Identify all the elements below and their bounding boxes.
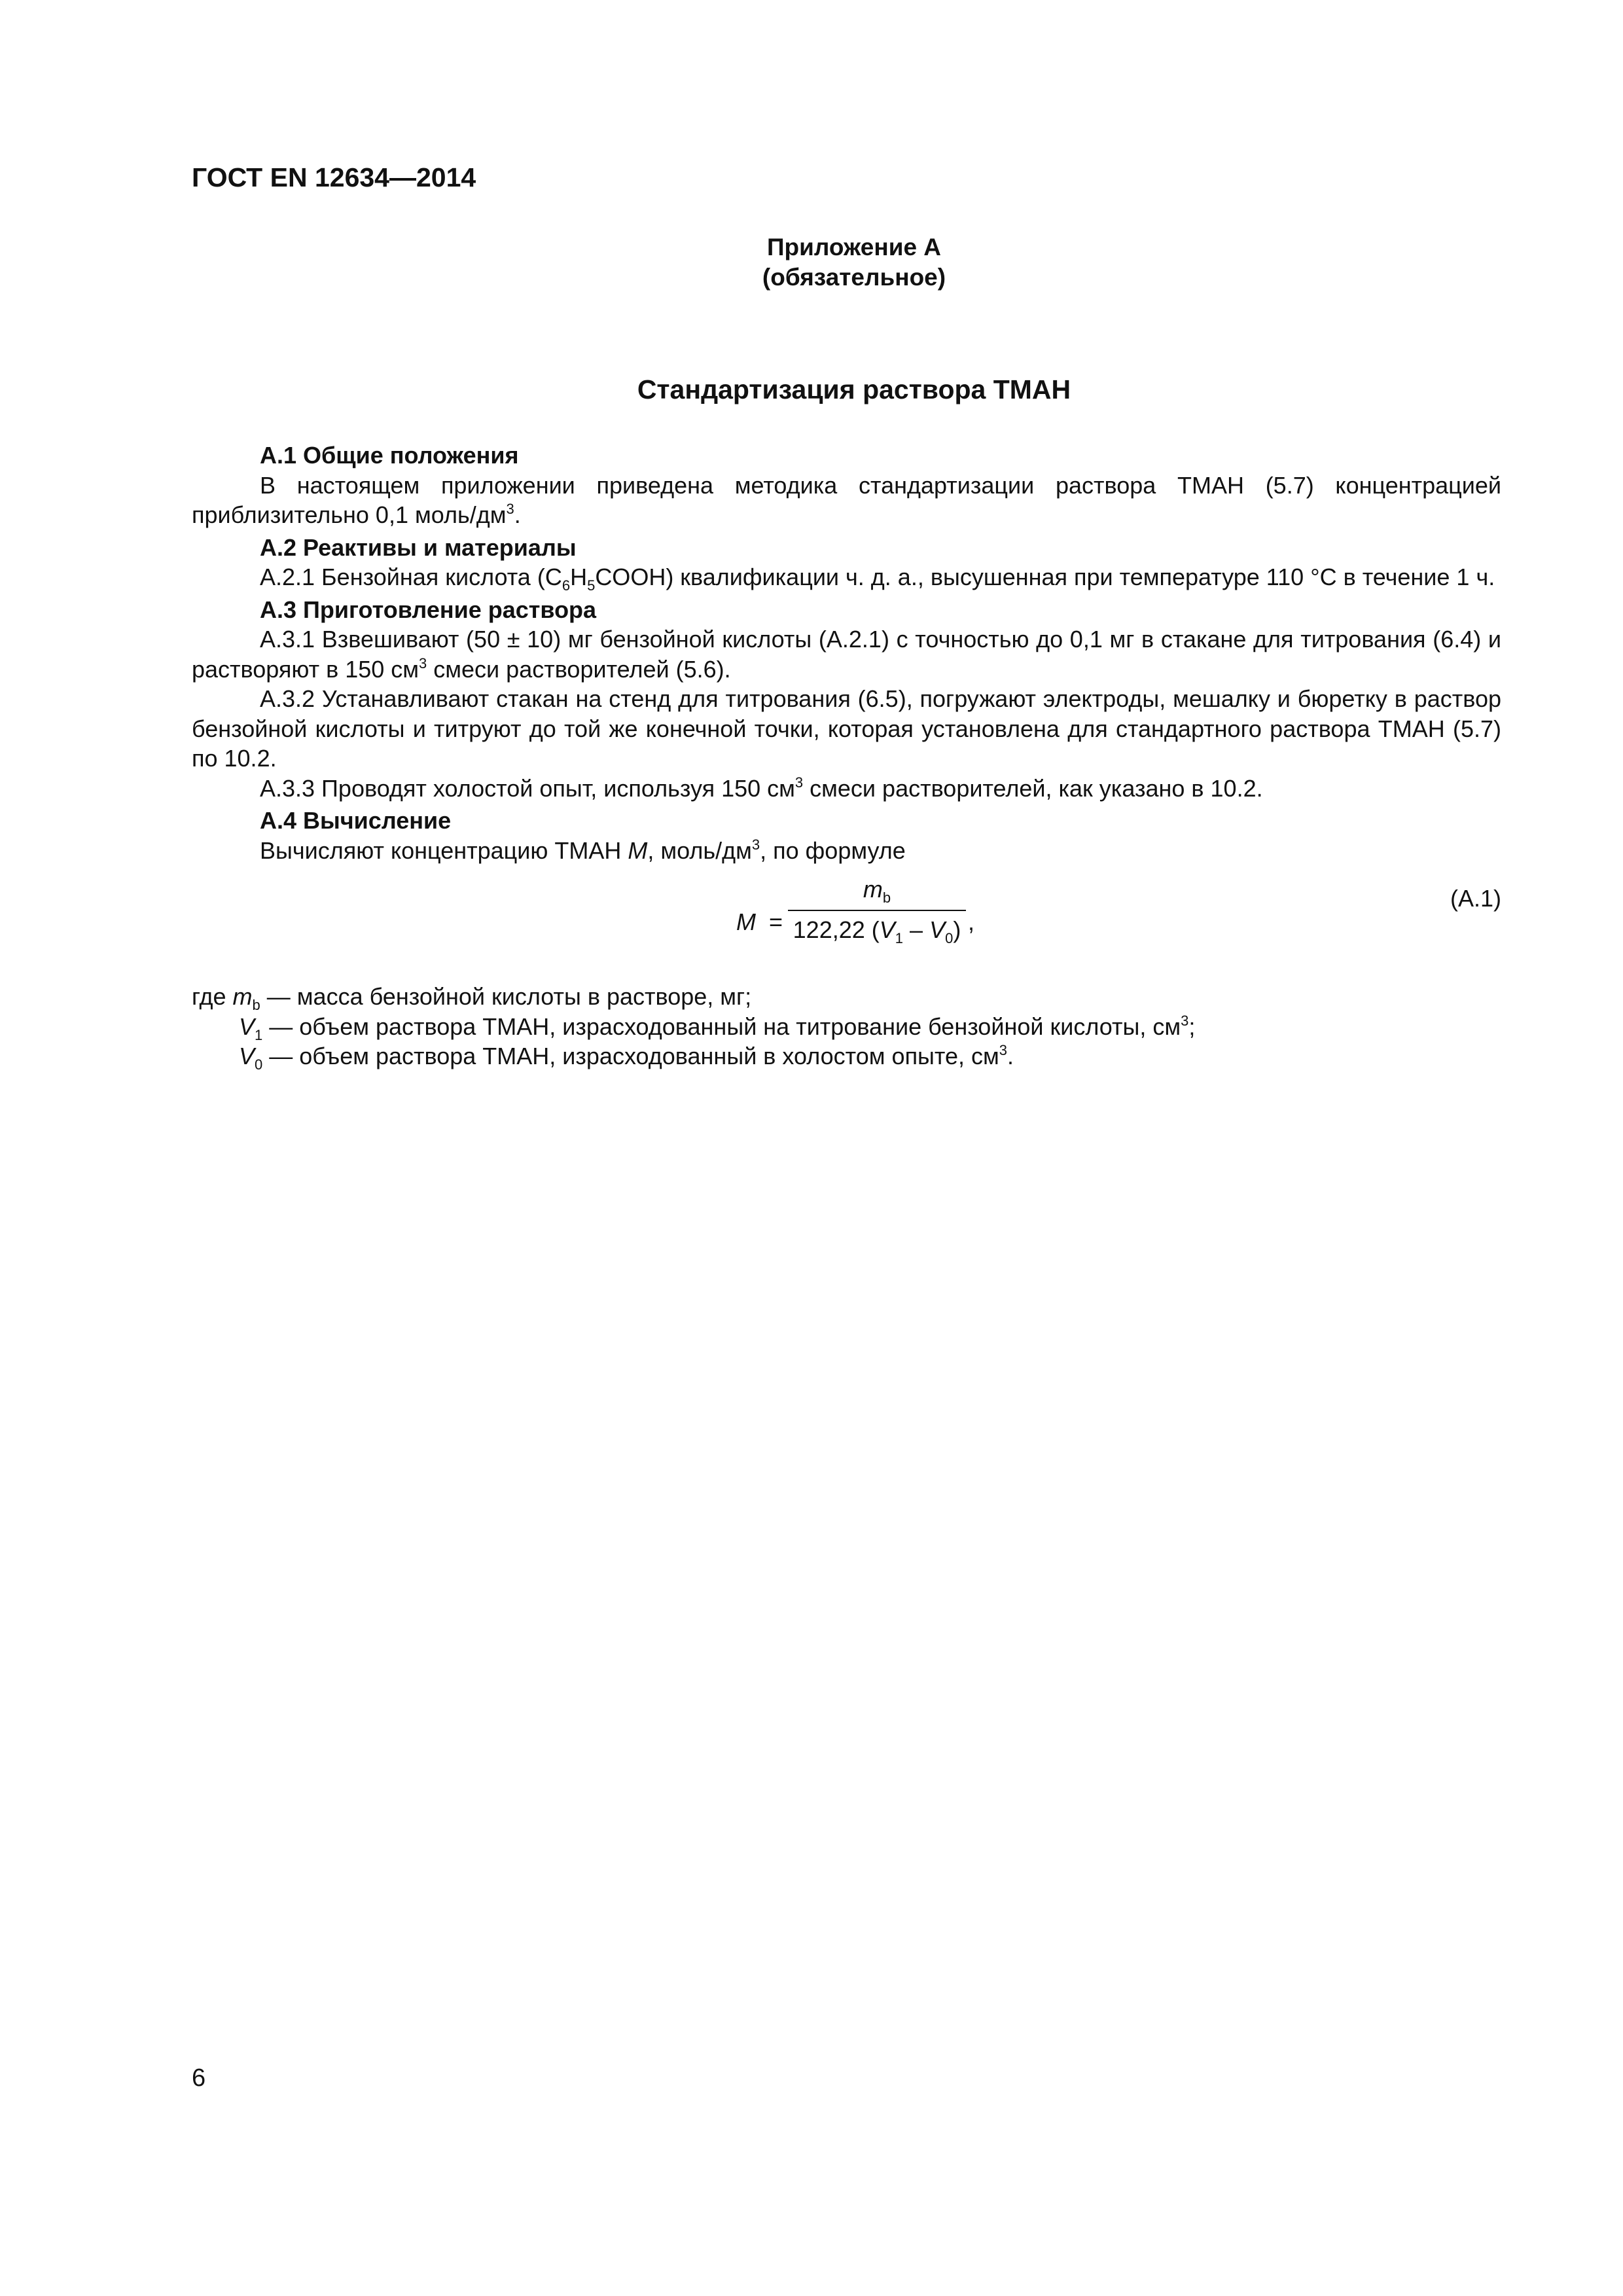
subscript: 5 [587,577,596,594]
legend-end: ; [1188,1013,1196,1040]
subscript: b [252,997,260,1013]
formula-comma: , [968,908,975,935]
legend-item [192,1041,1501,1071]
formula-denominator [788,915,966,945]
intro-unit: , моль/дм [647,836,752,864]
subscript: 0 [945,930,954,946]
superscript: 3 [794,774,804,791]
legend-item [192,1012,1501,1042]
superscript: 3 [419,655,427,672]
formula-legend [192,982,1501,1071]
document-body [192,440,1501,1071]
formula-lhs: M [736,908,756,935]
section-a4-heading: А.4 Вычисление [260,807,452,834]
formula-number: (А.1) [1450,885,1501,912]
annex-heading [0,232,1623,293]
annex-status: (обязательное) [762,264,946,291]
superscript: 3 [999,1042,1008,1058]
clause-a21-mid: H [570,564,588,590]
clause-a21 [192,562,1501,592]
section-a3-heading: А.3 Приготовление раствора [260,596,597,623]
section-a1-text-end: . [514,501,521,528]
variable: V [879,916,895,943]
fraction-bar [788,910,966,911]
legend-text: — объем раствора ТМАН, израсходованный на титрование бензойной кислоты, см [262,1013,1181,1040]
minus-sign: – [903,916,930,943]
formula-a1 [192,874,1501,973]
formula-fraction [788,874,966,945]
subscript: 0 [255,1056,263,1073]
clause-a33-main: А.3.3 Проводят холостой опыт, используя 150 см [260,774,795,802]
superscript: 3 [751,836,760,853]
variable: m [232,983,253,1010]
section-a1-text [192,471,1501,530]
legend-end: . [1007,1043,1014,1069]
subscript: 1 [895,930,904,946]
legend-text: — объем раствора ТМАН, израсходованный в холостом опыте, см [262,1043,999,1069]
variable: V [239,1043,255,1069]
legend-text: — масса бензойной кислоты в растворе, мг; [260,983,752,1010]
variable: m [863,876,883,903]
document-code: ГОСТ EN 12634—2014 [192,162,476,192]
clause-a33 [192,774,1501,804]
page-number: 6 [192,2064,206,2092]
paren: ) [953,916,961,943]
variable: V [929,916,946,943]
section-a1-heading: А.1 Общие положения [260,442,519,469]
section-a2-heading: А.2 Реактивы и материалы [260,533,577,561]
legend-item [192,982,1501,1012]
clause-a21-suffix: COOH) квалификации ч. д. а., высушенная при температуре 110 °С в течение 1 ч. [595,564,1495,590]
subscript: 1 [255,1026,263,1043]
clause-a31-main: А.3.1 Взвешивают (50 ± 10) мг бензойной кислоты (А.2.1) с точностью до 0,1 мг в стакане для титрования (6.4) и растворяют в 150 см [192,626,1501,683]
clause-a31 [192,624,1501,684]
formula-equals: = [769,908,783,935]
subscript: 6 [562,577,571,594]
section-a4-intro [192,836,1501,866]
annex-title: Приложение А [766,234,942,260]
superscript: 3 [1181,1012,1189,1029]
intro-end: , по формуле [760,836,906,864]
clause-a21-prefix: А.2.1 Бензойная кислота (C [260,564,562,590]
intro-text: Вычисляют концентрацию ТМАН [260,836,628,864]
constant: 122,22 ( [793,916,880,943]
clause-a33-end: смеси растворителей, как указано в 10.2. [803,774,1263,802]
variable: M [628,836,648,864]
formula-numerator [788,874,966,907]
variable: V [239,1013,255,1040]
subscript: b [882,889,891,906]
superscript: 3 [506,501,514,517]
page-title: Стандартизация раствора ТМАН [637,374,1071,404]
clause-a32: А.3.2 Устанавливают стакан на стенд для титрования (6.5), погружают электроды, мешалку и бюретку в раствор бензойной кислоты и титруют до той же конечной точки, которая установлена для стандартного раствора ТМАН (5.7) по 10.2. [192,685,1501,772]
clause-a31-end: смеси растворителей (5.6). [427,655,731,683]
legend-prefix: где [192,983,233,1010]
section-a1-text-main: В настоящем приложении приведена методика стандартизации раствора ТМАН (5.7) концентрацией приблизительно 0,1 моль/дм [192,471,1501,528]
